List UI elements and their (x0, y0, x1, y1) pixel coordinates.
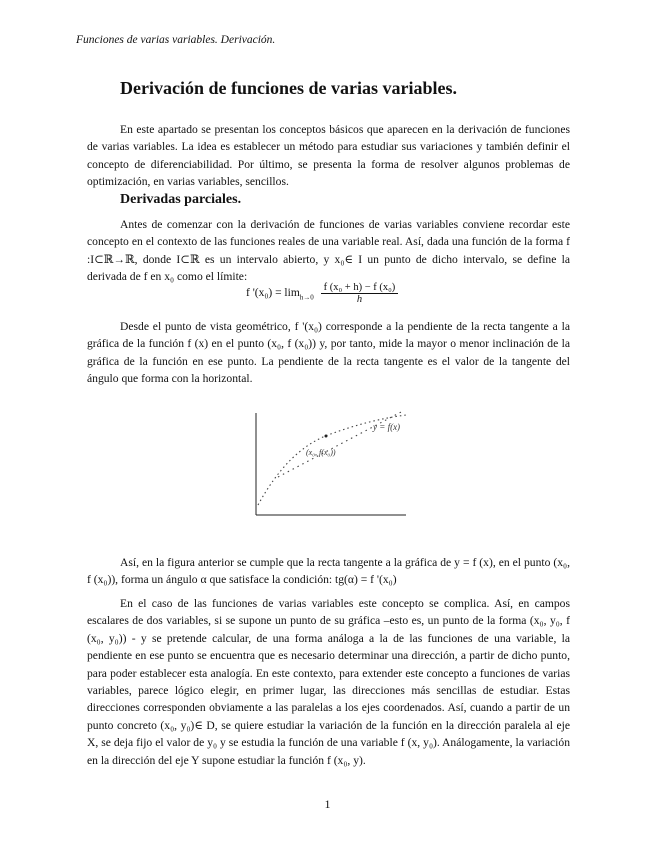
multivariable-paragraph: En el caso de las funciones de varias variables este concepto se complica. Así, en campos escalares de dos variables, si se supone un punto de su gráfica –esto es, un punto de la forma (x₀, y₀, f (x₀, y₀)) - y se pretende calcular, de una forma análoga a la de las funciones de una variable, la pendiente en ese punto se encuentra que es necesario determinar una dirección, a partir de dicho punto, para poder establecer esta analogía. En este contexto, para extender este concepto a funciones de varias variables, parece lógico elegir, en primer lugar, las direcciones más sencillas de estudiar. Estas direcciones corresponden obviamente a las paralelas a los ejes coordenados. Así, cuando a partir de un punto concreto (x₀, y₀)∈ D, se quiere estudiar la variación de la función en la dirección paralela al eje X, se deja fijo el valor de y₀ y se estudia la función de una variable f (x, y₀). Análogamente, la variación en la dirección del eje Y supone estudiar la función f (x₀, y). (87, 597, 570, 767)
intro-paragraph: En este apartado se presentan los conceptos básicos que aparecen en la derivación de funciones de varias variables. La idea es establecer un método para estudiar sus variaciones y también definir el concepto de diferenciabilidad. Por último, se presenta la forma de resolver algunos problemas de optimización, en varias variables, sencillos. (87, 123, 570, 189)
formula-limit-subscript: h→0 (299, 293, 314, 302)
running-header: Funciones de varias variables. Derivación. (76, 34, 276, 46)
figure-curve-label: y = f(x) (373, 422, 401, 432)
tangent-figure (248, 405, 413, 521)
page-title: Derivación de funciones de varias variables. (120, 78, 457, 98)
formula-numerator: f (x₀ + h) − f (x₀) (321, 282, 399, 294)
formula-fraction (321, 282, 399, 305)
figure-point (325, 435, 328, 438)
page-number: 1 (324, 797, 331, 811)
figure-point-label: (x₀, f(x₀)) (306, 448, 336, 457)
angle-paragraph: Así, en la figura anterior se cumple que la recta tangente a la gráfica de y = f (x), en el punto (x₀, f (x₀)), forma un ángulo α que satisface la condición: tg(α) = f '(x₀) (87, 556, 570, 587)
section-title: Derivadas parciales. (120, 192, 242, 207)
figure-tangent-line (278, 411, 403, 477)
formula-denominator: h (356, 294, 363, 305)
formula-lhs: f '(x₀) = lim (246, 287, 300, 300)
definition-paragraph: Antes de comenzar con la derivación de funciones de varias variables conviene recordar este concepto en el contexto de las funciones reales de una variable real. Así, dada una función de la forma f :I⊂ℝ→ℝ, donde I⊂ℝ es un intervalo abierto, y x₀∈ I un punto de dicho intervalo, se define la derivada de f en x₀ como el límite: (87, 218, 570, 284)
geometric-paragraph: Desde el punto de vista geométrico, f '(x₀) corresponde a la pendiente de la recta tangente a la gráfica de la función f (x) en el punto (x₀, f (x₀)) y, por tanto, mide la mayor o menor inclinación de la gráfica de la función en ese punto. La pendiente de la recta tangente es el valor de la tangente del ángulo que forma con la horizontal. (87, 320, 570, 386)
derivative-formula (246, 282, 398, 305)
